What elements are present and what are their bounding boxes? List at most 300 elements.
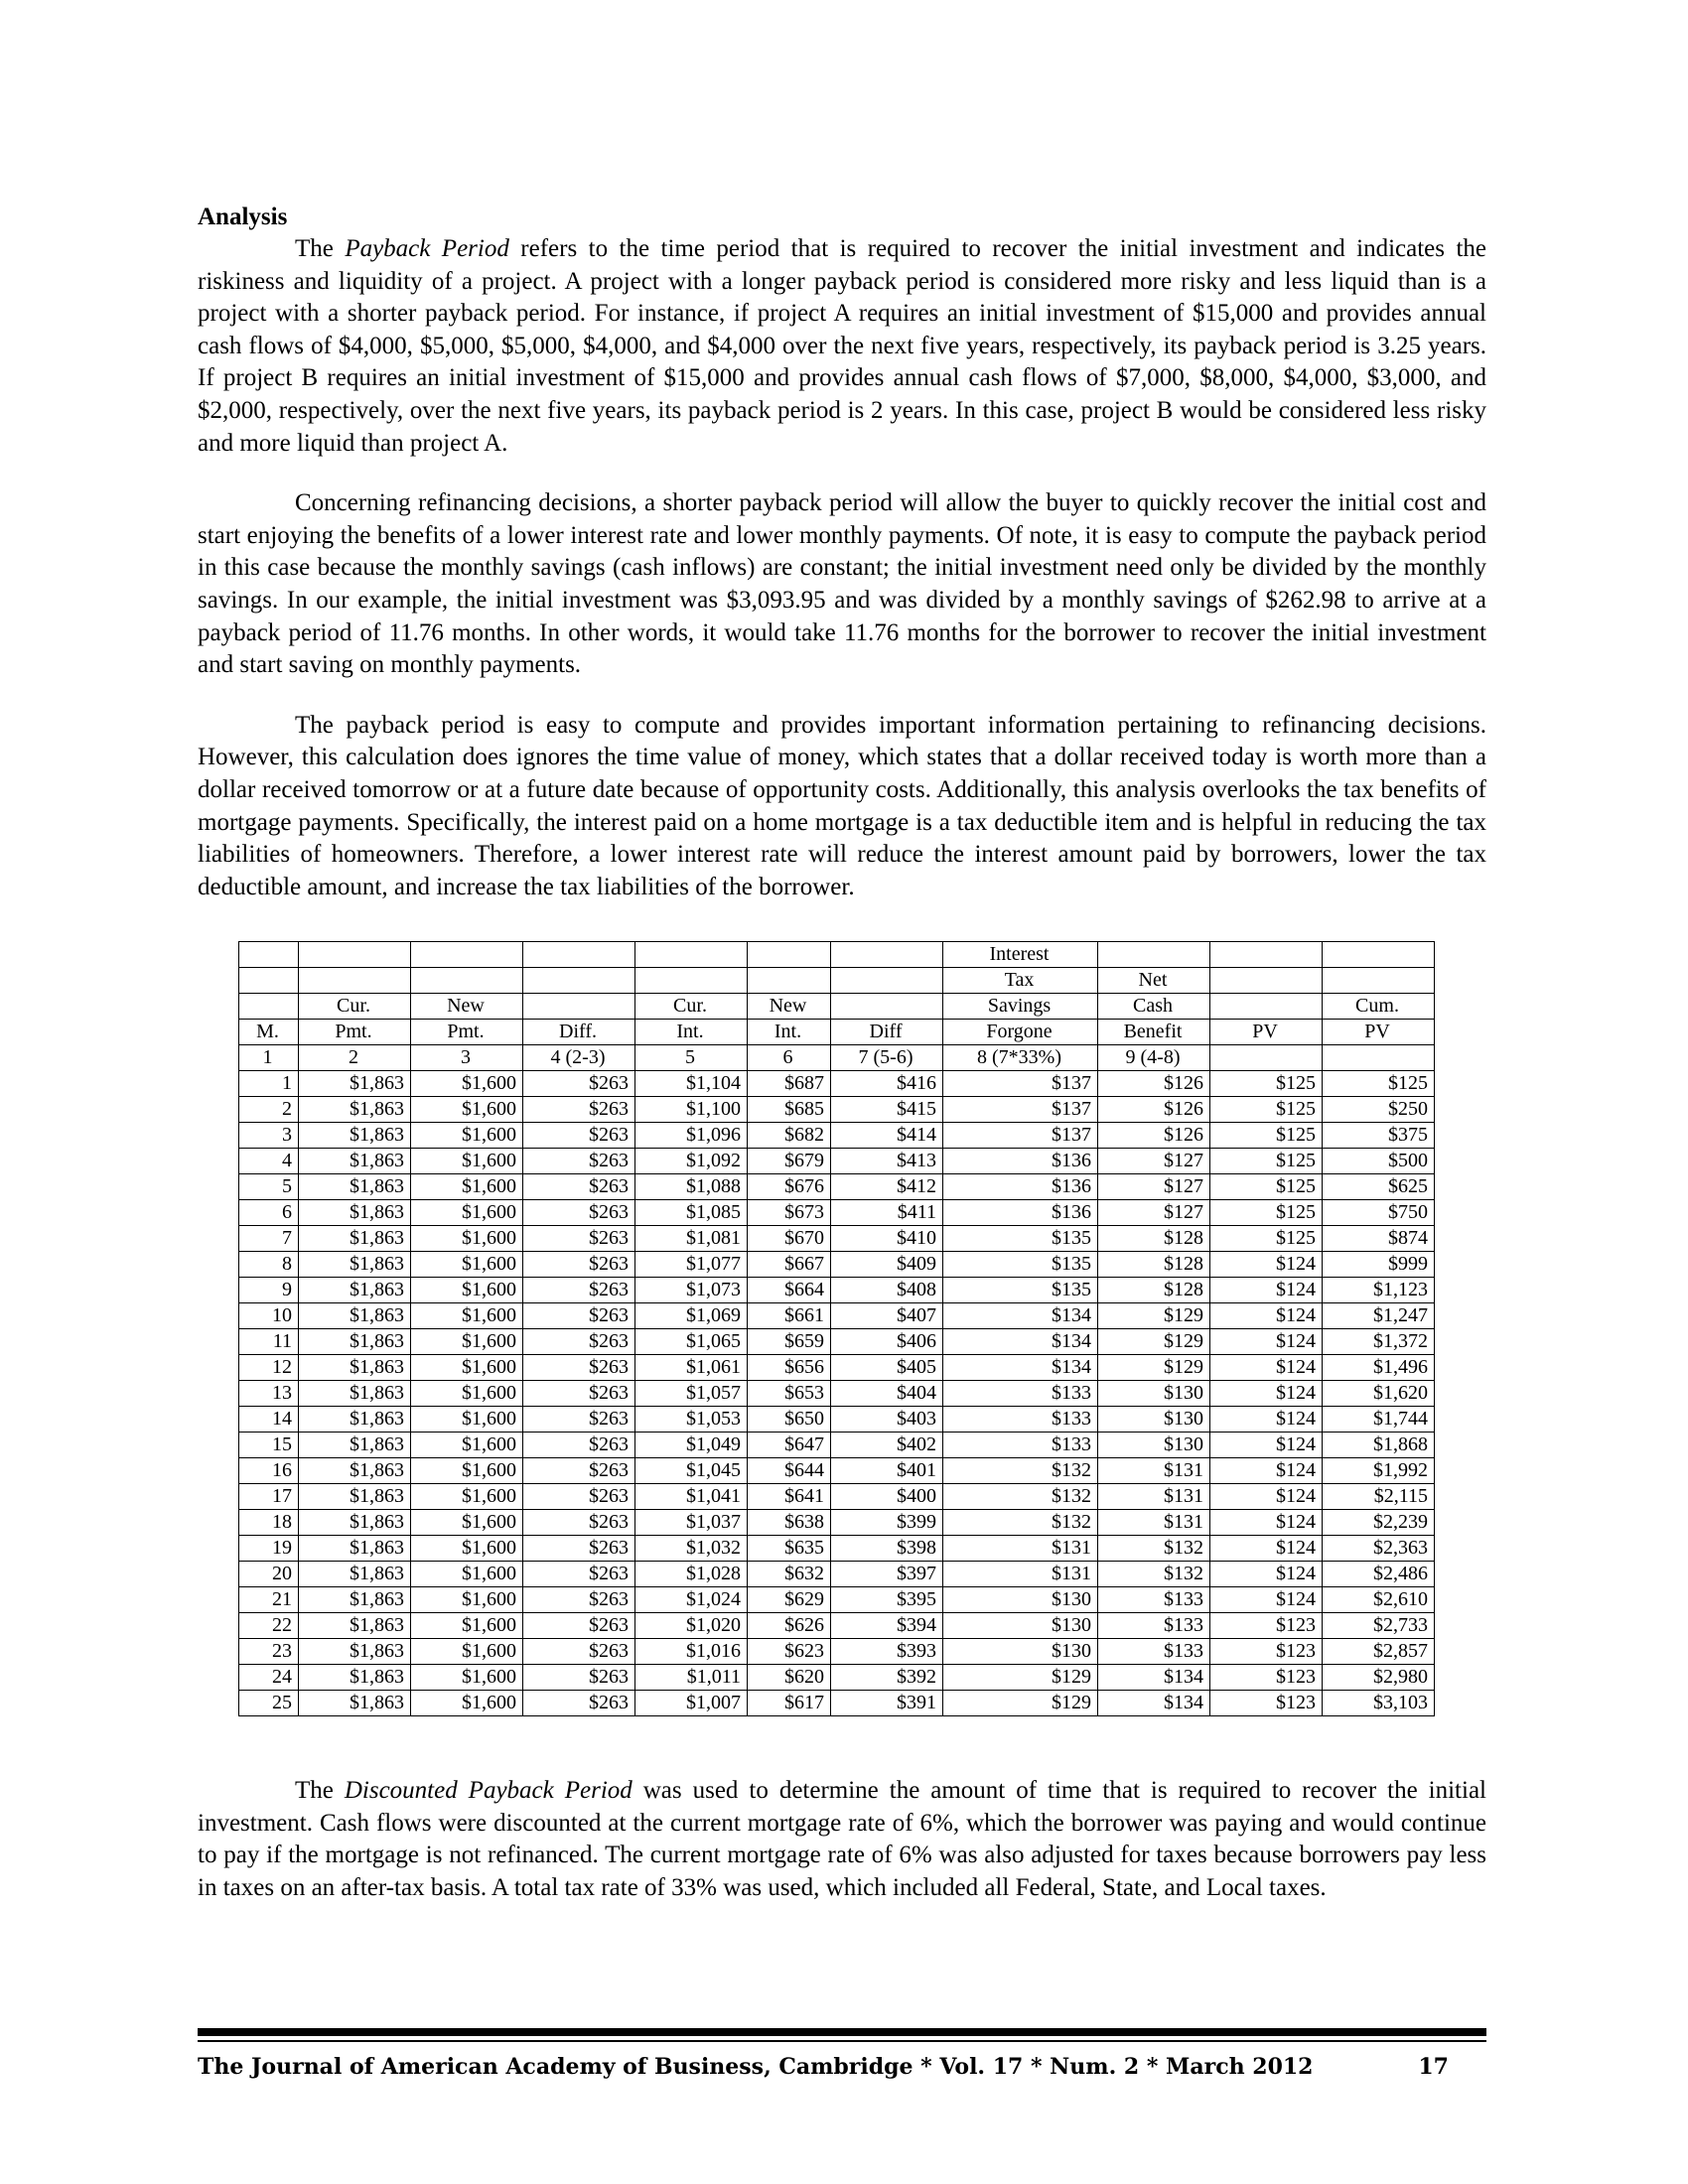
table-cell: $1,600	[411, 1510, 523, 1536]
table-cell: $133	[943, 1407, 1098, 1433]
table-cell: $647	[748, 1433, 831, 1458]
table-cell: $661	[748, 1303, 831, 1329]
table-cell: $263	[523, 1303, 635, 1329]
table-cell: $126	[1098, 1097, 1210, 1123]
table-header-cell: Pmt.	[299, 1020, 411, 1045]
table-cell: $1,600	[411, 1613, 523, 1639]
table-cell: $124	[1210, 1536, 1323, 1562]
table-cell: $1,863	[299, 1097, 411, 1123]
table-cell: $137	[943, 1097, 1098, 1123]
table-cell: $131	[943, 1536, 1098, 1562]
table-cell: $1,863	[299, 1303, 411, 1329]
table-header-cell: Tax	[943, 968, 1098, 994]
table-header-row	[239, 1020, 1435, 1045]
table-cell: $1,069	[635, 1303, 748, 1329]
table-row	[239, 1536, 1435, 1562]
table-cell: $131	[943, 1562, 1098, 1587]
table-header-cell	[1210, 968, 1323, 994]
table-cell: $874	[1323, 1226, 1435, 1252]
table-header-cell: 4 (2-3)	[523, 1045, 635, 1071]
table-row	[239, 1174, 1435, 1200]
table-cell: 8	[239, 1252, 299, 1278]
table-cell: $1,100	[635, 1097, 748, 1123]
table-cell: $263	[523, 1278, 635, 1303]
table-header-cell	[1098, 942, 1210, 968]
table-cell: $1,600	[411, 1639, 523, 1665]
table-cell: $1,863	[299, 1562, 411, 1587]
term-payback-period: Payback Period	[345, 235, 509, 262]
table-cell: $1,049	[635, 1433, 748, 1458]
table-cell: $1,600	[411, 1536, 523, 1562]
table-cell: $134	[1098, 1691, 1210, 1716]
table-cell: $127	[1098, 1149, 1210, 1174]
table-cell: 4	[239, 1149, 299, 1174]
table-header-cell	[299, 942, 411, 968]
table-header-cell	[523, 942, 635, 968]
table-cell: $130	[943, 1613, 1098, 1639]
table-cell: $131	[1098, 1484, 1210, 1510]
table-row	[239, 1381, 1435, 1407]
table-cell: $1,600	[411, 1433, 523, 1458]
table-cell: $1,496	[1323, 1355, 1435, 1381]
table-cell: $2,239	[1323, 1510, 1435, 1536]
table-cell: $1,600	[411, 1484, 523, 1510]
table-header-cell: 1	[239, 1045, 299, 1071]
table-cell: $124	[1210, 1252, 1323, 1278]
table-cell: $263	[523, 1665, 635, 1691]
paragraph-text: refers to the time period that is required to recover the initial investment and indicates the riskiness and liquidity of a project. A project with a longer payback period is considered more risky and less liquid than is a project with a shorter payback period. For instance, if project A requires an initial investment of $15,000 and provides annual cash flows of $4,000, $5,000, $5,000, $4,000, and $4,000 over the next five years, respectively, its payback period is 3.25 years. If project B requires an initial investment of $15,000 and provides annual cash flows of $7,000, $8,000, $4,000, $3,000, and $2,000, respectively, over the next five years, its payback period is 2 years. In this case, project B would be considered less risky and more liquid than project A.	[198, 235, 1486, 457]
table-cell: $263	[523, 1587, 635, 1613]
table-cell: 19	[239, 1536, 299, 1562]
table-row	[239, 1587, 1435, 1613]
footer-rule-thick	[198, 2028, 1486, 2036]
table-cell: $123	[1210, 1665, 1323, 1691]
table-cell: $1,600	[411, 1562, 523, 1587]
table-cell: 22	[239, 1613, 299, 1639]
paragraph-text: The	[295, 235, 346, 262]
table-cell: $1,037	[635, 1510, 748, 1536]
table-row	[239, 1639, 1435, 1665]
table-cell: $1,081	[635, 1226, 748, 1252]
table-cell: $123	[1210, 1613, 1323, 1639]
table-cell: $129	[943, 1691, 1098, 1716]
table-header-cell	[523, 968, 635, 994]
table-cell: $133	[1098, 1587, 1210, 1613]
table-header-cell	[411, 968, 523, 994]
table-cell: $1,077	[635, 1252, 748, 1278]
table-header-cell: 6	[748, 1045, 831, 1071]
table-cell: $130	[1098, 1407, 1210, 1433]
table-cell: $1,065	[635, 1329, 748, 1355]
table-cell: $635	[748, 1536, 831, 1562]
table-cell: $124	[1210, 1433, 1323, 1458]
table-row	[239, 1433, 1435, 1458]
table-cell: $412	[831, 1174, 943, 1200]
table-cell: $137	[943, 1071, 1098, 1097]
table-cell: $1,123	[1323, 1278, 1435, 1303]
table-cell: $2,363	[1323, 1536, 1435, 1562]
table-cell: $133	[943, 1433, 1098, 1458]
table-cell: $1,600	[411, 1381, 523, 1407]
table-cell: 13	[239, 1381, 299, 1407]
table-row	[239, 1407, 1435, 1433]
table-cell: $1,600	[411, 1252, 523, 1278]
table-cell: 16	[239, 1458, 299, 1484]
table-header-cell: 3	[411, 1045, 523, 1071]
table-header-cell: Int.	[635, 1020, 748, 1045]
journal-citation: The Journal of American Academy of Business, Cambridge * Vol. 17 * Num. 2 * March 2012	[198, 2054, 1314, 2080]
table-header-row	[239, 1045, 1435, 1071]
table-header-cell	[239, 994, 299, 1020]
table-row	[239, 1613, 1435, 1639]
table-cell: $1,600	[411, 1691, 523, 1716]
table-cell: $136	[943, 1174, 1098, 1200]
table-row	[239, 1484, 1435, 1510]
table-cell: $1,863	[299, 1510, 411, 1536]
table-cell: $1,868	[1323, 1433, 1435, 1458]
table-cell: $263	[523, 1355, 635, 1381]
table-cell: $1,007	[635, 1691, 748, 1716]
table-cell: 6	[239, 1200, 299, 1226]
table-cell: $1,863	[299, 1458, 411, 1484]
table-cell: $407	[831, 1303, 943, 1329]
table-header-cell: 2	[299, 1045, 411, 1071]
table-header-cell	[1210, 994, 1323, 1020]
table-cell: $133	[1098, 1639, 1210, 1665]
table-cell: $131	[1098, 1510, 1210, 1536]
table-cell: 10	[239, 1303, 299, 1329]
table-cell: $132	[1098, 1562, 1210, 1587]
table-header-cell	[411, 942, 523, 968]
table-cell: $132	[943, 1484, 1098, 1510]
table-cell: $127	[1098, 1174, 1210, 1200]
table-cell: $682	[748, 1123, 831, 1149]
table-cell: $629	[748, 1587, 831, 1613]
table-cell: 20	[239, 1562, 299, 1587]
table-header-cell	[831, 942, 943, 968]
table-header-cell: Benefit	[1098, 1020, 1210, 1045]
table-header-cell: 5	[635, 1045, 748, 1071]
table-header-cell: 8 (7*33%)	[943, 1045, 1098, 1071]
table-cell: $1,600	[411, 1123, 523, 1149]
table-cell: $1,863	[299, 1329, 411, 1355]
table-header-cell: New	[748, 994, 831, 1020]
table-cell: $2,115	[1323, 1484, 1435, 1510]
table-header-cell: Int.	[748, 1020, 831, 1045]
table-row	[239, 1691, 1435, 1716]
table-cell: $750	[1323, 1200, 1435, 1226]
table-cell: $1,024	[635, 1587, 748, 1613]
table-cell: $263	[523, 1510, 635, 1536]
table-cell: $125	[1323, 1071, 1435, 1097]
table-cell: 2	[239, 1097, 299, 1123]
table-cell: $132	[1098, 1536, 1210, 1562]
page-number: 17	[1418, 2054, 1449, 2080]
table-cell: $2,857	[1323, 1639, 1435, 1665]
table-header-cell	[748, 968, 831, 994]
table-cell: $1,863	[299, 1200, 411, 1226]
table-row	[239, 1329, 1435, 1355]
table-cell: $1,600	[411, 1071, 523, 1097]
table-header-row	[239, 942, 1435, 968]
table-header-cell	[831, 968, 943, 994]
paragraph-text: The	[295, 1777, 345, 1804]
table-cell: $2,610	[1323, 1587, 1435, 1613]
table-header-cell: Interest	[943, 942, 1098, 968]
table-cell: $263	[523, 1484, 635, 1510]
table-header-cell	[1323, 942, 1435, 968]
table-cell: $263	[523, 1458, 635, 1484]
table-cell: $263	[523, 1433, 635, 1458]
table-header-cell	[1323, 1045, 1435, 1071]
table-cell: $1,053	[635, 1407, 748, 1433]
table-header-cell: 9 (4-8)	[1098, 1045, 1210, 1071]
table-cell: $1,600	[411, 1407, 523, 1433]
table-header-cell: Cur.	[635, 994, 748, 1020]
table-cell: $623	[748, 1639, 831, 1665]
table-header-cell	[1210, 942, 1323, 968]
table-cell: 21	[239, 1587, 299, 1613]
table-cell: 25	[239, 1691, 299, 1716]
table-header-cell	[239, 942, 299, 968]
table-cell: $135	[943, 1278, 1098, 1303]
table-cell: $133	[1098, 1613, 1210, 1639]
table-cell: $134	[943, 1303, 1098, 1329]
table-cell: $641	[748, 1484, 831, 1510]
paragraph-refinancing	[198, 487, 1486, 682]
table-cell: $263	[523, 1639, 635, 1665]
table-cell: $1,016	[635, 1639, 748, 1665]
table-header-cell: Cum.	[1323, 994, 1435, 1020]
table-cell: $124	[1210, 1278, 1323, 1303]
table-cell: $1,863	[299, 1226, 411, 1252]
table-cell: $263	[523, 1097, 635, 1123]
table-cell: $263	[523, 1149, 635, 1174]
table-cell: 3	[239, 1123, 299, 1149]
table-cell: $1,600	[411, 1174, 523, 1200]
table-row	[239, 1458, 1435, 1484]
table-cell: $393	[831, 1639, 943, 1665]
table-cell: $644	[748, 1458, 831, 1484]
table-cell: $127	[1098, 1200, 1210, 1226]
table-header-cell: Cur.	[299, 994, 411, 1020]
table-cell: $1,863	[299, 1123, 411, 1149]
table-cell: $125	[1210, 1097, 1323, 1123]
table-cell: $263	[523, 1381, 635, 1407]
table-cell: $1,057	[635, 1381, 748, 1407]
table-cell: $1,992	[1323, 1458, 1435, 1484]
table-row	[239, 1226, 1435, 1252]
table-cell: $263	[523, 1329, 635, 1355]
table-header-cell: M.	[239, 1020, 299, 1045]
table-cell: $650	[748, 1407, 831, 1433]
table-cell: $263	[523, 1174, 635, 1200]
table-cell: $125	[1210, 1071, 1323, 1097]
table-cell: $1,863	[299, 1355, 411, 1381]
table-cell: $1,863	[299, 1484, 411, 1510]
table-cell: 24	[239, 1665, 299, 1691]
term-discounted-payback-period: Discounted Payback Period	[344, 1777, 633, 1804]
table-cell: $1,863	[299, 1613, 411, 1639]
table-cell: $1,600	[411, 1355, 523, 1381]
table-header-cell	[748, 942, 831, 968]
table-cell: $399	[831, 1510, 943, 1536]
table-cell: $391	[831, 1691, 943, 1716]
table-cell: 23	[239, 1639, 299, 1665]
table-cell: $1,247	[1323, 1303, 1435, 1329]
table-cell: $1,032	[635, 1536, 748, 1562]
table-header-cell	[1323, 968, 1435, 994]
table-cell: $263	[523, 1536, 635, 1562]
table-cell: $1,011	[635, 1665, 748, 1691]
table-header-cell	[1210, 1045, 1323, 1071]
table-cell: 17	[239, 1484, 299, 1510]
table-cell: $1,600	[411, 1226, 523, 1252]
table-cell: $679	[748, 1149, 831, 1174]
table-row	[239, 1149, 1435, 1174]
table-cell: $124	[1210, 1303, 1323, 1329]
table-cell: $1,744	[1323, 1407, 1435, 1433]
table-header-cell: New	[411, 994, 523, 1020]
table-cell: $656	[748, 1355, 831, 1381]
table-cell: $1,600	[411, 1458, 523, 1484]
table-cell: $416	[831, 1071, 943, 1097]
paragraph-text: Concerning refinancing decisions, a shorter payback period will allow the buyer to quickly recover the initial cost and start enjoying the benefits of a lower interest rate and lower monthly payments. Of note, it is easy to compute the payback period in this case because the monthly savings (cash inflows) are constant; the initial investment need only be divided by the monthly savings. In our example, the initial investment was $3,093.95 and was divided by a monthly savings of $262.98 to arrive at a payback period of 11.76 months. In other words, it would take 11.76 months for the borrower to recover the initial investment and start saving on monthly payments.	[198, 489, 1486, 679]
table-cell: $375	[1323, 1123, 1435, 1149]
table-cell: $410	[831, 1226, 943, 1252]
table-cell: $263	[523, 1226, 635, 1252]
table-cell: $135	[943, 1252, 1098, 1278]
table-cell: $409	[831, 1252, 943, 1278]
table-header-cell: Diff.	[523, 1020, 635, 1045]
table-cell: $124	[1210, 1587, 1323, 1613]
table-cell: $1,863	[299, 1381, 411, 1407]
table-cell: $134	[1098, 1665, 1210, 1691]
table-row	[239, 1510, 1435, 1536]
table-cell: $128	[1098, 1278, 1210, 1303]
table-header-cell: Cash	[1098, 994, 1210, 1020]
table-cell: $617	[748, 1691, 831, 1716]
table-header-cell	[523, 994, 635, 1020]
table-cell: 12	[239, 1355, 299, 1381]
table-row	[239, 1665, 1435, 1691]
table-cell: $2,486	[1323, 1562, 1435, 1587]
table-cell: $413	[831, 1149, 943, 1174]
table-cell: $1,863	[299, 1174, 411, 1200]
table-cell: $653	[748, 1381, 831, 1407]
table-header-cell: PV	[1210, 1020, 1323, 1045]
table-cell: $263	[523, 1252, 635, 1278]
table-cell: $1,600	[411, 1329, 523, 1355]
table-cell: $405	[831, 1355, 943, 1381]
table-cell: $250	[1323, 1097, 1435, 1123]
table-row	[239, 1562, 1435, 1587]
table-cell: $125	[1210, 1174, 1323, 1200]
table-header-cell	[635, 942, 748, 968]
table-cell: $129	[943, 1665, 1098, 1691]
table-cell: $1,620	[1323, 1381, 1435, 1407]
paragraph-discounted-payback	[198, 1775, 1486, 1904]
table-cell: $128	[1098, 1226, 1210, 1252]
table-cell: $1,600	[411, 1587, 523, 1613]
table-cell: $620	[748, 1665, 831, 1691]
table-cell: $130	[1098, 1381, 1210, 1407]
table-cell: $133	[943, 1381, 1098, 1407]
table-cell: $1,863	[299, 1536, 411, 1562]
table-cell: $134	[943, 1355, 1098, 1381]
table-cell: $263	[523, 1123, 635, 1149]
table-cell: $676	[748, 1174, 831, 1200]
table-cell: $1,863	[299, 1407, 411, 1433]
paragraph-text: The payback period is easy to compute and provides important information pertaining to refinancing decisions. However, this calculation does ignores the time value of money, which states that a dollar received today is worth more than a dollar received tomorrow or at a future date because of opportunity costs. Additionally, this analysis overlooks the tax benefits of mortgage payments. Specifically, the interest paid on a home mortgage is a tax deductible item and is helpful in reducing the tax liabilities of homeowners. Therefore, a lower interest rate will reduce the interest amount paid by borrowers, lower the tax deductible amount, and increase the tax liabilities of the borrower.	[198, 711, 1486, 900]
table-cell: $2,733	[1323, 1613, 1435, 1639]
paragraph-text: was used to determine the amount of time that is required to recover the initial investment. Cash flows were discounted at the current mortgage rate of 6%, which the borrower was paying and would continue to pay if the mortgage is not refinanced. The current mortgage rate of 6% was also adjusted for taxes because borrowers pay less in taxes on an after-tax basis. A total tax rate of 33% was used, which included all Federal, State, and Local taxes.	[198, 1777, 1486, 1901]
table-header-cell	[831, 994, 943, 1020]
table-cell: $1,863	[299, 1071, 411, 1097]
table-cell: $2,980	[1323, 1665, 1435, 1691]
table-cell: $130	[943, 1587, 1098, 1613]
table-cell: 9	[239, 1278, 299, 1303]
table-row	[239, 1355, 1435, 1381]
article-body-continued	[198, 1775, 1486, 1904]
table-cell: $664	[748, 1278, 831, 1303]
table-cell: $1,863	[299, 1433, 411, 1458]
table-header-cell: Pmt.	[411, 1020, 523, 1045]
table-cell: $129	[1098, 1303, 1210, 1329]
table-cell: $134	[943, 1329, 1098, 1355]
table-cell: $1,092	[635, 1149, 748, 1174]
table-cell: $263	[523, 1071, 635, 1097]
table-cell: $394	[831, 1613, 943, 1639]
table-header-cell: Diff	[831, 1020, 943, 1045]
table-cell: $263	[523, 1613, 635, 1639]
table-cell: $1,863	[299, 1691, 411, 1716]
table-row	[239, 1071, 1435, 1097]
table-cell: $136	[943, 1200, 1098, 1226]
table-cell: $128	[1098, 1252, 1210, 1278]
table-cell: $1,104	[635, 1071, 748, 1097]
table-cell: $406	[831, 1329, 943, 1355]
table-cell: $392	[831, 1665, 943, 1691]
table-cell: $403	[831, 1407, 943, 1433]
table-cell: $402	[831, 1433, 943, 1458]
table-cell: $126	[1098, 1123, 1210, 1149]
table-row	[239, 1097, 1435, 1123]
table-cell: $124	[1210, 1381, 1323, 1407]
table-cell: $415	[831, 1097, 943, 1123]
table-cell: $3,103	[1323, 1691, 1435, 1716]
table-cell: $667	[748, 1252, 831, 1278]
table-cell: $124	[1210, 1484, 1323, 1510]
table-cell: $398	[831, 1536, 943, 1562]
table-header-cell: Savings	[943, 994, 1098, 1020]
table-cell: 7	[239, 1226, 299, 1252]
table-cell: $1,020	[635, 1613, 748, 1639]
table-cell: $136	[943, 1149, 1098, 1174]
table-cell: $131	[1098, 1458, 1210, 1484]
article-body	[198, 201, 1486, 903]
table-cell: 1	[239, 1071, 299, 1097]
paragraph-payback-period	[198, 233, 1486, 460]
table-cell: $1,061	[635, 1355, 748, 1381]
page-footer	[198, 2054, 1486, 2088]
table-cell: $408	[831, 1278, 943, 1303]
table-cell: $124	[1210, 1407, 1323, 1433]
table-header-cell	[239, 968, 299, 994]
table-cell: $125	[1210, 1123, 1323, 1149]
table-cell: $1,600	[411, 1149, 523, 1174]
table-cell: $124	[1210, 1329, 1323, 1355]
